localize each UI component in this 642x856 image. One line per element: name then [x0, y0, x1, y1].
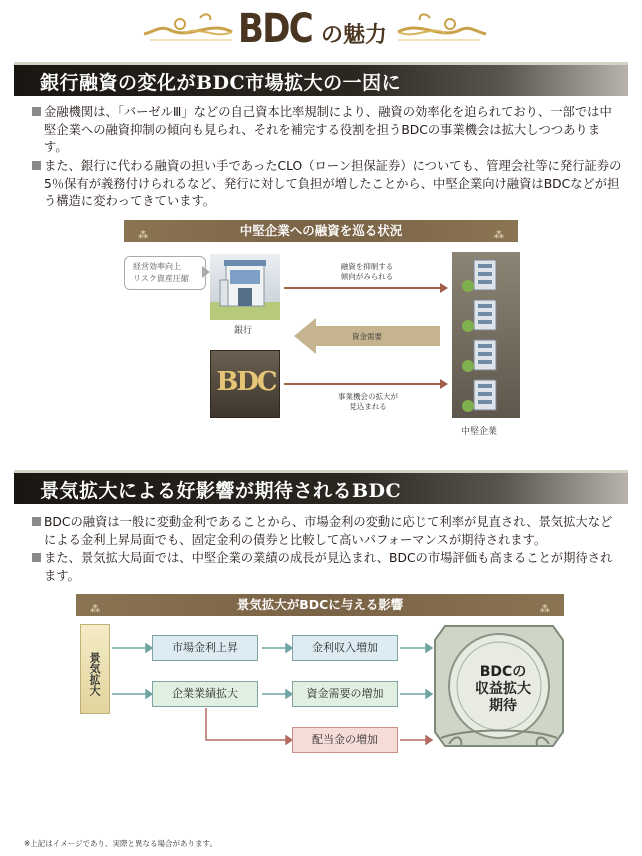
page-title	[238, 6, 387, 52]
section2-paragraph-2-text: また、景気拡大局面では、中堅企業の業績の成長が見込まれ、BDCの市場評価も高まることが期待されます。	[44, 551, 613, 583]
section1-paragraph-2	[32, 158, 622, 211]
flow-dividend-up: 配当金の増加	[292, 727, 398, 753]
ornament-icon: ⁂	[138, 230, 149, 241]
company-label: 中堅企業	[461, 427, 498, 437]
diagram1-header	[124, 220, 518, 242]
bank-image	[210, 254, 280, 320]
title-rest: の魅力	[321, 23, 388, 48]
section1-paragraph-1-text: 金融機関は、「バーゼルⅢ」などの自己資本比率規制により、融資の効率化を迫られており、一部では中堅企業への融資抑制の傾向も見られ、それを補完する役割を担うBDCの事業機会は拡大しつつあります。	[44, 105, 612, 154]
section2-header-bar	[14, 470, 628, 504]
bullet-square-icon	[32, 517, 41, 526]
section2-heading: 景気拡大による好影響が期待されるBDC	[40, 480, 402, 502]
result-line-1: BDCの	[479, 664, 527, 680]
ornament-icon: ⁂	[493, 230, 504, 241]
bank-label: 銀行	[234, 326, 253, 336]
diagram1-header-text: 中堅企業への融資を巡る状況	[239, 223, 403, 238]
section1-header-bar	[14, 62, 628, 96]
footnote: ※上記はイメージであり、実際と異なる場合があります。	[24, 839, 217, 848]
diagram2-header-text: 景気拡大がBDCに与える影響	[236, 597, 404, 612]
flow-fund-demand-up: 資金需要の増加	[292, 681, 398, 707]
arrow-bottom-label-1: 事業機会の拡大が	[338, 392, 398, 401]
section2-paragraph-2	[32, 550, 622, 585]
office-buildings-icon	[452, 252, 520, 418]
bdc-logo-box	[210, 350, 280, 418]
bank-building-icon	[210, 254, 280, 320]
section1-paragraph-1	[32, 104, 622, 157]
bubble-line-2: リスク資産圧縮	[133, 274, 189, 283]
bullet-square-icon	[32, 107, 41, 116]
result-text	[458, 664, 548, 715]
bank-pressure-bubble	[124, 256, 206, 290]
flow-market-rate-up: 市場金利上昇	[152, 635, 258, 661]
flow-interest-income-up: 金利収入増加	[292, 635, 398, 661]
title-bdc: BDC	[238, 6, 312, 52]
ornament-icon: ⁂	[539, 604, 550, 615]
left-ornament-icon	[140, 10, 235, 50]
bdc-logo-text: BDC	[216, 367, 276, 397]
economic-expansion-tag: 景気拡大	[80, 624, 110, 714]
arrow-top-label-1: 融資を抑制する	[340, 262, 394, 271]
arrow-bottom-label	[326, 392, 410, 412]
arrow-bottom-label-2: 見込まれる	[349, 402, 387, 411]
section2-paragraph-1-text: BDCの融資は一般に変動金利であることから、市場金利の変動に応じて利率が見直され、景気拡大などによる金利上昇局面でも、固定金利の債券と比較して高いパフォーマンスが期待されます。	[44, 515, 613, 547]
bubble-line-1: 経営効率向上	[133, 262, 181, 271]
section1-paragraph-2-text: また、銀行に代わる融資の担い手であったCLO（ローン担保証券）についても、管理会社等に発行証券の5％保有が義務付けられるなど、発行に対して負担が増したことから、中堅企業向け融資はBDCなどが担う構造に変わってきています。	[44, 159, 622, 208]
bullet-square-icon	[32, 161, 41, 170]
right-ornament-icon	[395, 10, 490, 50]
arrowhead-icon	[440, 283, 448, 293]
arrow-top-label	[332, 262, 402, 282]
arrow-mid-label: 資金需要	[352, 332, 382, 341]
arrowhead-icon	[440, 379, 448, 389]
result-line-3: 期待	[489, 698, 517, 714]
bullet-square-icon	[32, 553, 41, 562]
ornament-icon: ⁂	[90, 604, 101, 615]
bubble-tail	[202, 266, 210, 278]
page-header	[0, 0, 642, 60]
companies-image	[452, 252, 520, 418]
section1-heading: 銀行融資の変化がBDC市場拡大の一因に	[40, 72, 402, 94]
result-line-2: 収益拡大	[475, 681, 531, 697]
diagram2-header	[76, 594, 564, 616]
section2-paragraph-1	[32, 514, 622, 549]
arrow-top-label-2: 傾向がみられる	[340, 272, 394, 281]
flow-earnings-expansion: 企業業績拡大	[152, 681, 258, 707]
